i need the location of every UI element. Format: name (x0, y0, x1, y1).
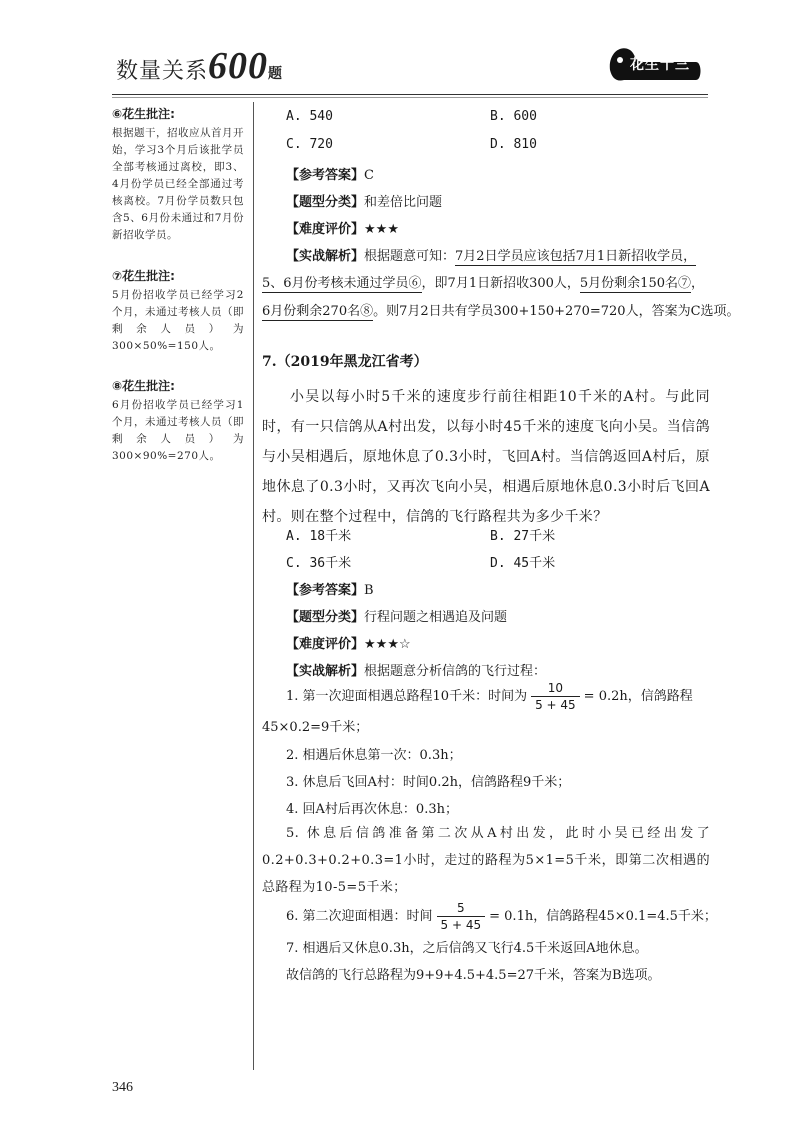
sidebar-note-8 (112, 378, 244, 465)
q6-option-a: A. 540 (286, 109, 333, 124)
note-6-text: 根据题干，招收应从首月开始，学习3个月后该批学员全部考核通过离校，即3、4月份学员已经全部通过考核离校。7月份学员数只包含5、6月份未通过和7月份新招收学员。 (112, 127, 244, 241)
q7-step1-denominator: 5 + 45 (535, 698, 576, 712)
q7-type (286, 606, 507, 625)
q6-analysis-text1: 根据题意可知： (364, 249, 456, 264)
note-8-title: ⑧花生批注: (112, 379, 175, 393)
q6-difficulty-stars: ★★★ (364, 222, 399, 237)
header-rule (112, 94, 708, 95)
q7-option-c: C. 36千米 (286, 556, 352, 571)
note-7-title: ⑦花生批注: (112, 269, 175, 283)
q7-step1 (286, 680, 693, 713)
q7-step1-continued: 45×0.2=9千米； (262, 720, 369, 735)
q7-step6-denominator: 5 + 45 (440, 918, 482, 932)
sidebar-note-7 (112, 268, 244, 355)
q7-answer-value: B (364, 583, 374, 598)
logo-text: 花生十三 (630, 57, 690, 73)
q7-step1-fraction (531, 680, 580, 713)
q7-step3: 3. 休息后飞回A村：时间0.2h，信鸽路程9千米； (286, 775, 571, 790)
q6-analysis-line1 (286, 245, 696, 264)
q7-step7: 7. 相遇后又休息0.3h，之后信鸽又飞行4.5千米返回A地休息。 (286, 941, 648, 956)
note-8-text: 6月份招收学员已经学习1个月，未通过考核人员（即剩余人员）为300×90%=270人。 (112, 399, 244, 462)
q7-title: 7.（2019年黑龙江省考） (262, 354, 428, 370)
note-6-title: ⑥花生批注: (112, 107, 175, 121)
q7-step1-result: = 0.2h，信鸽路程 (583, 689, 693, 704)
q7-option-a: A. 18千米 (286, 529, 352, 544)
q6-analysis-label: 【实战解析】 (286, 249, 365, 264)
q6-option-b: B. 600 (490, 109, 537, 124)
q6-difficulty (286, 218, 399, 237)
q7-conclusion: 故信鸽的飞行总路程为9+9+4.5+4.5=27千米，答案为B选项。 (286, 968, 661, 983)
q6-analysis-underline4: 6月份剩余270名⑧ (262, 304, 374, 319)
q7-step6-text: 6. 第二次迎面相遇：时间 (286, 909, 433, 924)
q7-difficulty (286, 633, 411, 652)
q6-analysis-underline1: 7月2日学员应该包括7月1日新招收学员， (455, 249, 697, 264)
q7-step6-numerator: 5 (437, 900, 486, 917)
q7-analysis-intro (286, 660, 546, 679)
q7-step6-fraction (437, 900, 486, 933)
q6-type-label: 【题型分类】 (286, 195, 365, 210)
q6-analysis-underline2: 5、6月份考核未通过学员⑥ (262, 276, 422, 291)
q7-step5: 5. 休息后信鸽准备第二次从A村出发，此时小吴已经出发了0.2+0.3+0.2+0.3=1小时，走过的路程为5×1=5千米，即第二次相遇的总路程为10-5=5千米； (262, 826, 710, 895)
q6-answer-value: C (364, 168, 374, 183)
q6-difficulty-label: 【难度评价】 (286, 222, 365, 237)
q7-analysis-intro-text: 根据题意分析信鸽的飞行过程： (364, 664, 547, 679)
q6-answer-label: 【参考答案】 (286, 168, 365, 183)
q7-analysis-label: 【实战解析】 (286, 664, 365, 679)
book-title (116, 44, 283, 88)
q7-step6-result: = 0.1h，信鸽路程45×0.1=4.5千米； (489, 909, 717, 924)
book-title-number: 600 (208, 45, 269, 87)
q7-step1-text: 1. 第一次迎面相遇总路程10千米：时间为 (286, 689, 528, 704)
q6-analysis-line3 (262, 300, 740, 319)
q7-step2: 2. 相遇后休息第一次：0.3h； (286, 748, 462, 763)
q7-option-b: B. 27千米 (490, 529, 556, 544)
q7-difficulty-stars: ★★★☆ (364, 637, 411, 652)
header-rule-secondary (112, 97, 708, 98)
q6-option-d: D. 810 (490, 137, 537, 152)
q7-step1-numerator: 10 (531, 680, 580, 697)
q6-type (286, 191, 442, 210)
q6-option-c: C. 720 (286, 137, 333, 152)
book-title-suffix: 题 (268, 66, 284, 82)
q6-answer (286, 164, 374, 183)
q6-analysis-underline3: 5月份剩余150名⑦ (579, 276, 691, 291)
q6-analysis-text2: ，即7月1日新招收300人， (421, 276, 580, 291)
q6-analysis-text4: 。则7月2日共有学员300+150+270=720人，答案为C选项。 (373, 304, 740, 319)
q7-step6 (286, 900, 717, 933)
note-7-text: 5月份招收学员已经学习2个月，未通过考核人员（即剩余人员）为300×50%=150人。 (112, 289, 244, 352)
q7-step4: 4. 回A村后再次休息：0.3h； (286, 802, 458, 817)
book-title-cn: 数量关系 (116, 59, 209, 84)
q7-stem: 小吴以每小时5千米的速度步行前往相距10千米的A村。与此同时，有一只信鸽从A村出发，以每小时45千米的速度飞向小吴。当信鸽与小吴相遇后，原地休息了0.3小时，飞回A村。当信鸽返回A村后，原地休息了0.3小时，又再次飞向小吴，相遇后原地休息0.3小时后飞回A村。则在整个过程中，信鸽的飞行路程共为多少千米？ (262, 389, 710, 525)
q7-answer (286, 579, 374, 598)
column-divider (253, 102, 254, 1070)
q7-type-label: 【题型分类】 (286, 610, 365, 625)
q7-answer-label: 【参考答案】 (286, 583, 365, 598)
sidebar-note-6 (112, 106, 244, 244)
q7-type-value: 行程问题之相遇追及问题 (364, 610, 508, 625)
page-number: 346 (112, 1080, 133, 1095)
q6-type-value: 和差倍比问题 (364, 195, 443, 210)
q7-option-d: D. 45千米 (490, 556, 556, 571)
q6-analysis-text3: ， (691, 276, 705, 291)
q7-difficulty-label: 【难度评价】 (286, 637, 365, 652)
q6-analysis-line2 (262, 272, 704, 291)
